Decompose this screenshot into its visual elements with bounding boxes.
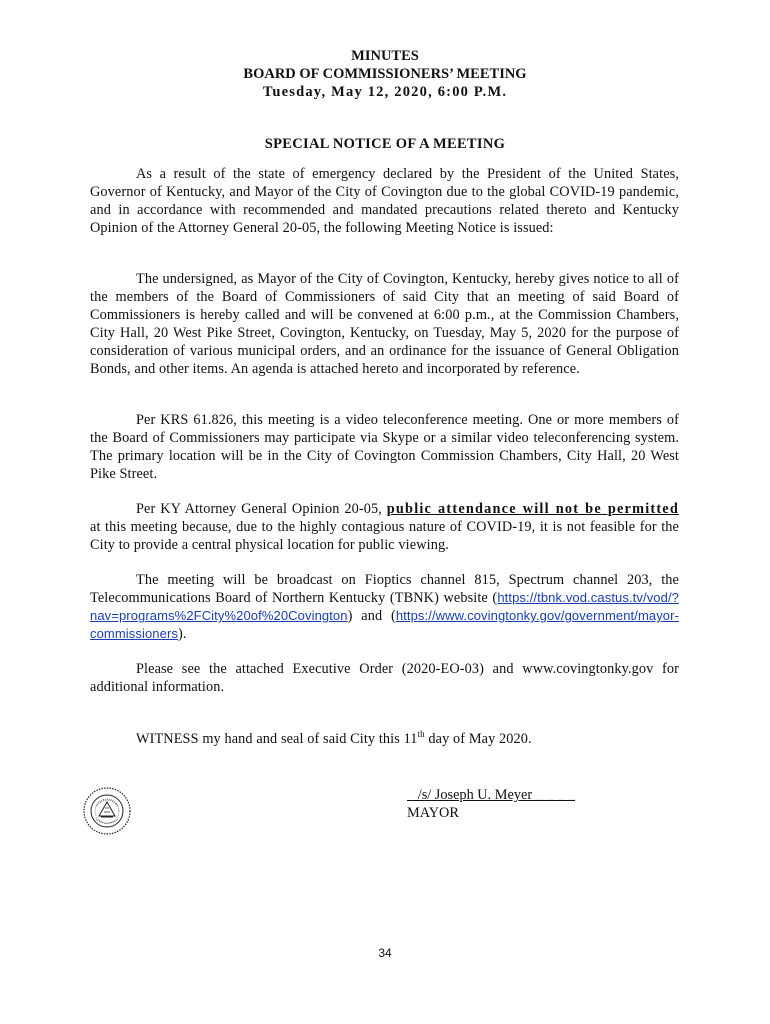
document-header <box>0 47 770 101</box>
header-meeting-name: BOARD OF COMMISSIONERS’ MEETING <box>243 66 527 82</box>
page-number: 34 <box>378 946 392 960</box>
witness-text-pre: WITNESS my hand and seal of said City this 11 <box>136 731 418 747</box>
paragraph-broadcast <box>90 571 679 643</box>
witness-text-post: day of May 2020. <box>424 731 532 747</box>
signature-block <box>407 786 575 822</box>
paragraph-teleconference: Per KRS 61.826, this meeting is a video teleconference meeting. One or more members of the Board of Commissioners may participate via Skype or a similar video teleconferencing system. The primary location will be in the City of Covington Commission Chambers, City Hall, 20 West Pike Street. <box>90 412 679 483</box>
broadcast-text-pre: The meeting will be broadcast on Fioptics channel 815, Spectrum channel 203, the Telecommunications Board of Northern Kentucky (TBNK) website ( <box>90 572 679 607</box>
broadcast-text-post: ). <box>177 626 187 643</box>
covington-link[interactable]: https://www.covingtonky.gov/government/mayor-commissioners <box>90 608 679 642</box>
header-date: Tuesday, May 12, 2020, 6:00 P.M. <box>262 84 508 100</box>
signature-title: MAYOR <box>407 805 459 821</box>
witness-ordinal: th <box>417 729 425 740</box>
signature-line: /s/ Joseph U. Meyer _ _ _ _ <box>407 787 575 803</box>
paragraph-witness <box>90 730 679 748</box>
paragraph-executive-order: Please see the attached Executive Order (2020-EO-03) and www.covingtonky.gov for additional information. <box>90 661 679 696</box>
paragraph-attendance <box>90 500 679 554</box>
notice-title: SPECIAL NOTICE OF A MEETING <box>264 136 506 152</box>
city-seal-icon <box>82 786 132 836</box>
paragraph-emergency: As a result of the state of emergency declared by the President of the United States, Governor of Kentucky, and Mayor of the City of Covington due to the global COVID-19 pandemic, and in accordance with recommended and mandated precautions related thereto and Kentucky Opinion of the Attorney General 20-05, the following Meeting Notice is issued: <box>90 166 679 237</box>
paragraph-notice: The undersigned, as Mayor of the City of Covington, Kentucky, hereby gives notice to all of the members of the Board of Commissioners of said City that an meeting of said Board of Commissioners is hereby called and will be convened at 6:00 p.m., at the Commission Chambers, City Hall, 20 West Pike Street, Covington, Kentucky, on Tuesday, May 5, 2020 for the purpose of consideration of various municipal orders, and an ordinance for the issuance of General Obligation Bonds, and other items. An agenda is attached hereto and incorporated by reference. <box>90 271 679 378</box>
header-minutes: MINUTES <box>351 48 419 64</box>
attendance-emphasis: public attendance will not be permitted <box>386 501 679 517</box>
attendance-text-pre: Per KY Attorney General Opinion 20-05, <box>136 501 387 517</box>
attendance-text-post: at this meeting because, due to the highly contagious nature of COVID-19, it is not feasible for the City to provide a central physical location for public viewing. <box>90 519 679 554</box>
broadcast-text-mid: ) and ( <box>347 608 396 625</box>
tbnk-link[interactable]: https://tbnk.vod.castus.tv/vod/?nav=programs%2FCity%20of%20Covington <box>90 590 679 624</box>
